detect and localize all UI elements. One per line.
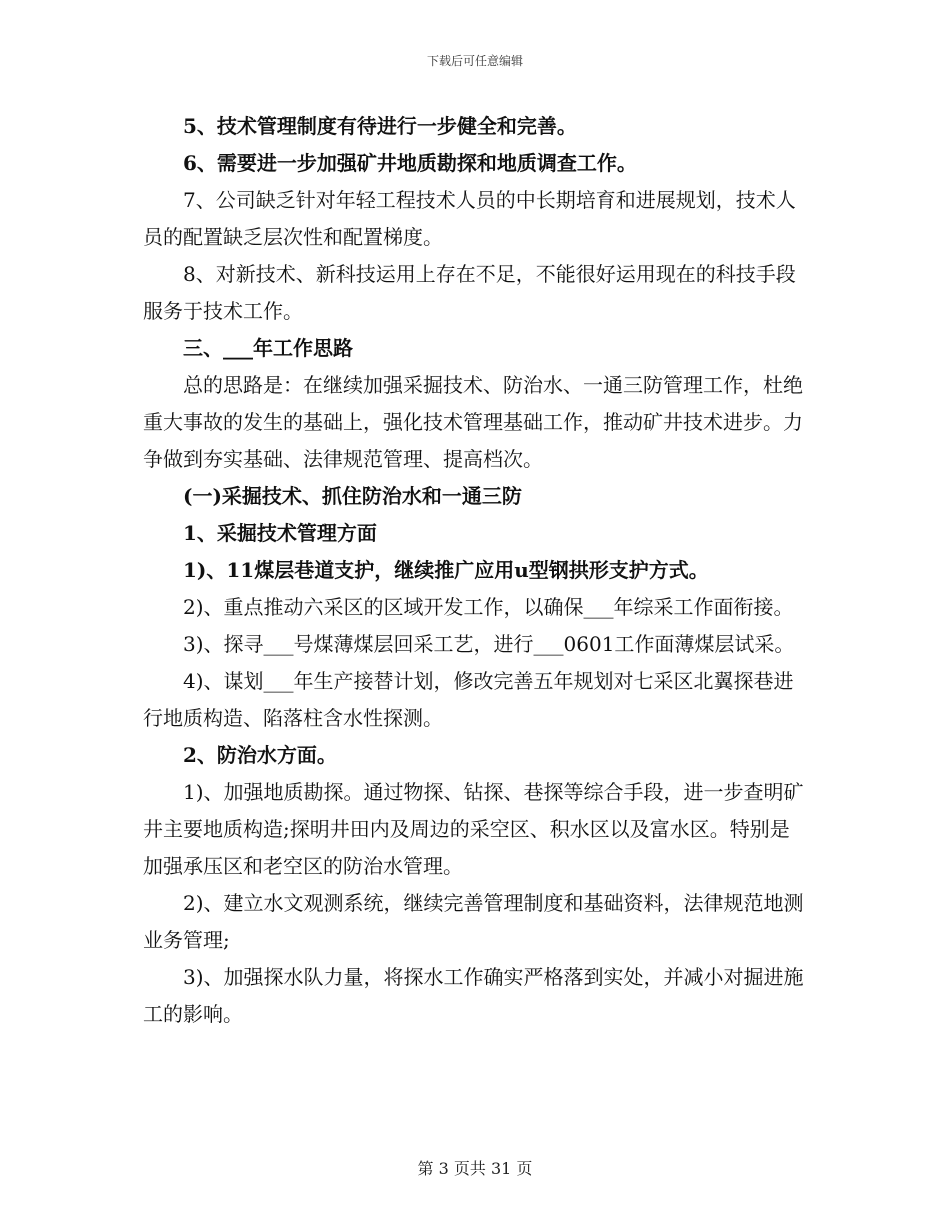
document-body [143, 108, 807, 1033]
subsection-heading: 2、防治水方面。 [183, 743, 337, 767]
paragraph: 2)、建立水文观测系统，继续完善管理制度和基础资料，法律规范地测业务管理; [143, 891, 804, 952]
paragraph: 7、公司缺乏针对年轻工程技术人员的中长期培育和进展规划，技术人员的配置缺乏层次性和配置梯度。 [143, 188, 796, 249]
paragraph: 3)、探寻___号煤薄煤层回采工艺，进行___0601工作面薄煤层试采。 [183, 632, 795, 656]
section-heading: 三、___年工作思路 [183, 336, 353, 360]
paragraph: 4)、谋划___年生产接替计划，修改完善五年规划对七采区北翼探巷进行地质构造、陷落柱含水性探测。 [143, 669, 794, 730]
paragraph: 1)、加强地质勘探。通过物探、钻探、巷探等综合手段，进一步查明矿井主要地质构造;探明井田内及周边的采空区、积水区以及富水区。特别是加强承压区和老空区的防治水管理。 [143, 780, 804, 878]
paragraph: 6、需要进一步加强矿井地质勘探和地质调查工作。 [183, 151, 637, 175]
paragraph: 3)、加强探水队力量，将探水工作确实严格落到实处，并减小对掘进施工的影响。 [143, 965, 804, 1026]
paragraph: 8、对新技术、新科技运用上存在不足，不能很好运用现在的科技手段服务于技术工作。 [143, 262, 796, 323]
paragraph: 5、技术管理制度有待进行一步健全和完善。 [183, 114, 577, 138]
page-footer: 第 3 页共 31 页 [417, 1159, 533, 1178]
subsection-heading: 1、采掘技术管理方面 [183, 521, 377, 545]
subsection-heading: (一)采掘技术、抓住防治水和一通三防 [183, 484, 522, 508]
paragraph: 2)、重点推动六采区的区域开发工作，以确保___年综采工作面衔接。 [183, 595, 794, 619]
paragraph: 总的思路是：在继续加强采掘技术、防治水、一通三防管理工作，杜绝重大事故的发生的基础上，强化技术管理基础工作，推动矿井技术进步。力争做到夯实基础、法律规范管理、提高档次。 [143, 373, 803, 471]
page-header: 下载后可任意编辑 [426, 54, 523, 68]
paragraph: 1)、11煤层巷道支护，继续推广应用u型钢拱形支护方式。 [183, 558, 709, 582]
